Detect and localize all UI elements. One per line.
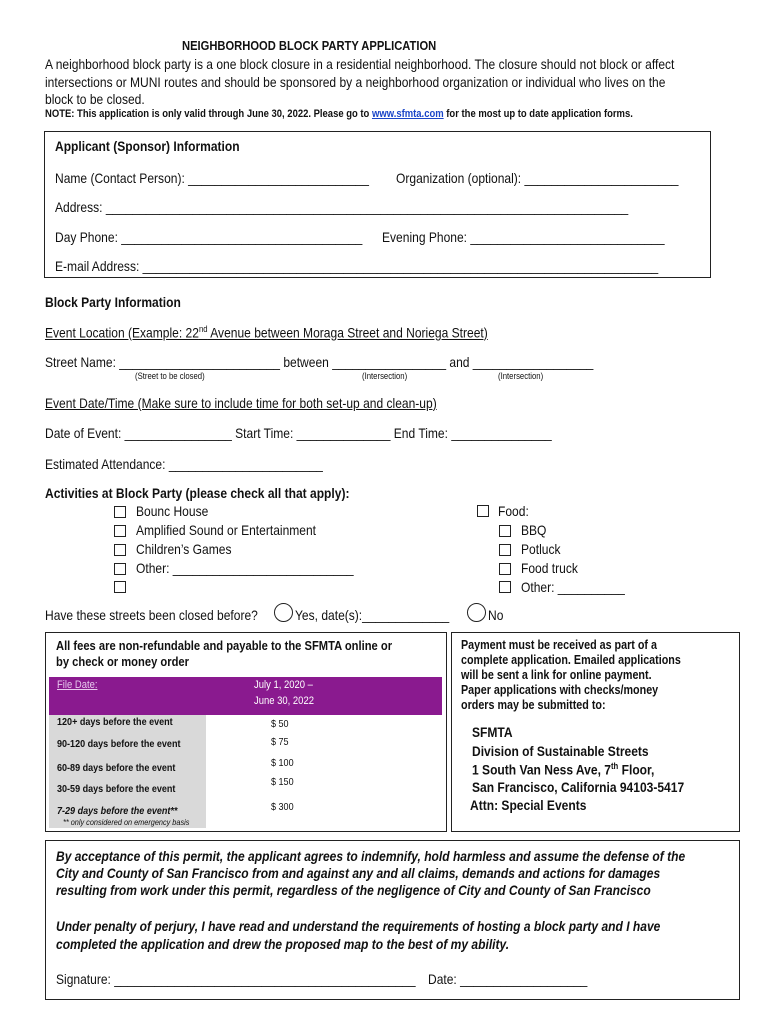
intro-line-1: A neighborhood block party is a one block closure in a residential neighborhood. The closure should not block or affect bbox=[45, 56, 675, 72]
food-item-2: Potluck bbox=[521, 541, 561, 557]
agreement-p1-line-2: City and County of San Francisco from and against any and all claims, demands and actions for damages bbox=[56, 865, 661, 881]
activity-label-4[interactable]: Other: ___________________________ bbox=[136, 560, 354, 576]
fees-heading-2: by check or money order bbox=[56, 654, 189, 669]
checkbox-blank[interactable] bbox=[114, 581, 126, 593]
food-item-4[interactable]: Other: __________ bbox=[521, 579, 625, 595]
note-prefix: NOTE: This application is only valid through June 30, 2022. Please go to bbox=[45, 108, 372, 120]
fee-row-label-5: 7-29 days before the event** bbox=[57, 805, 178, 817]
event-location-sup: nd bbox=[198, 324, 208, 334]
activity-label-1: Bounc House bbox=[136, 503, 209, 519]
food-item-3: Food truck bbox=[521, 560, 578, 576]
event-datetime-label: Event Date/Time (Make sure to include time for both set-up and clean-up) bbox=[45, 395, 437, 411]
page-title: NEIGHBORHOOD BLOCK PARTY APPLICATION bbox=[182, 38, 437, 53]
fee-row-label-4: 30-59 days before the event bbox=[57, 783, 176, 795]
checkbox-food-truck[interactable] bbox=[499, 563, 511, 575]
email-field[interactable]: E-mail Address: _____________________________________________________________________________ bbox=[55, 258, 659, 274]
fees-header-band bbox=[49, 677, 442, 715]
period-line-2: June 30, 2022 bbox=[254, 695, 314, 707]
payment-line-3: will be sent a link for online payment. bbox=[461, 668, 652, 682]
fee-row-value-1: $ 50 bbox=[271, 718, 289, 730]
checkbox-potluck[interactable] bbox=[499, 544, 511, 556]
address-line-2: Division of Sustainable Streets bbox=[472, 743, 649, 759]
intersection-hint-2: (Intersection) bbox=[498, 371, 544, 381]
applicant-heading: Applicant (Sponsor) Information bbox=[55, 138, 240, 154]
intersection-hint-1: (Intersection) bbox=[362, 371, 408, 381]
name-field[interactable]: Name (Contact Person): ___________________________ bbox=[55, 170, 369, 186]
fees-footnote: ** only considered on emergency basis bbox=[63, 817, 190, 827]
payment-line-5: orders may be submitted to: bbox=[461, 698, 606, 712]
signature-field[interactable]: Signature: _____________________________________________ bbox=[56, 971, 416, 987]
agreement-p2-line-1: Under penalty of perjury, I have read and understand the requirements of hosting a block party and I have bbox=[56, 918, 661, 934]
yes-label[interactable]: Yes, date(s):_____________ bbox=[295, 607, 450, 623]
period-line-1: July 1, 2020 – bbox=[254, 679, 313, 691]
file-date-label: File Date: bbox=[57, 679, 98, 691]
payment-line-1: Payment must be received as part of a bbox=[461, 638, 657, 652]
fee-row-label-1: 120+ days before the event bbox=[57, 716, 173, 728]
fee-row-value-4: $ 150 bbox=[271, 776, 294, 788]
food-label: Food: bbox=[498, 503, 529, 519]
signature-date-field[interactable]: Date: ___________________ bbox=[428, 971, 588, 987]
activity-label-3: Children’s Games bbox=[136, 541, 232, 557]
day-phone-field[interactable]: Day Phone: ____________________________________ bbox=[55, 229, 363, 245]
address-line-3-suffix: Floor, bbox=[618, 761, 655, 778]
checkbox-childrens-games[interactable] bbox=[114, 544, 126, 556]
intro-line-2: intersections or MUNI routes and should be sponsored by a neighborhood organization or individual who lives on the bbox=[45, 74, 666, 90]
agreement-p1-line-1: By acceptance of this permit, the applicant agrees to indemnify, hold harmless and assume the defense of the bbox=[56, 848, 686, 864]
no-label: No bbox=[488, 607, 504, 623]
fee-row-value-2: $ 75 bbox=[271, 736, 289, 748]
intro-line-3: block to be closed. bbox=[45, 91, 145, 107]
note bbox=[45, 108, 633, 120]
fees-heading-1: All fees are non-refundable and payable to the SFMTA online or bbox=[56, 638, 393, 653]
fee-row-value-3: $ 100 bbox=[271, 757, 294, 769]
activities-heading: Activities at Block Party (please check all that apply): bbox=[45, 485, 350, 501]
payment-line-4: Paper applications with checks/money bbox=[461, 683, 659, 697]
event-location-prefix: Event Location (Example: 22 bbox=[45, 324, 199, 341]
checkbox-bounce-house[interactable] bbox=[114, 506, 126, 518]
date-time-fields[interactable]: Date of Event: ________________ Start Time: ______________ End Time: _______________ bbox=[45, 425, 552, 441]
sfmta-link[interactable]: www.sfmta.com bbox=[371, 108, 444, 120]
activity-label-2: Amplified Sound or Entertainment bbox=[136, 522, 317, 538]
checkbox-food-other[interactable] bbox=[499, 581, 511, 593]
address-field[interactable]: Address: ______________________________________________________________________________ bbox=[55, 199, 629, 215]
address-line-5: Attn: Special Events bbox=[470, 797, 587, 813]
radio-yes[interactable] bbox=[274, 603, 293, 622]
agreement-p1-line-3: resulting from work under this permit, regardless of the negligence of City and County of San Francisco bbox=[56, 882, 651, 898]
agreement-p2-line-2: completed the application and drew the proposed map to the best of my ability. bbox=[56, 936, 510, 952]
checkbox-amplified-sound[interactable] bbox=[114, 525, 126, 537]
radio-no[interactable] bbox=[467, 603, 486, 622]
event-location-suffix: Avenue between Moraga Street and Noriega Street) bbox=[207, 324, 488, 341]
street-name-field[interactable]: Street Name: ________________________ between _________________ and __________________ bbox=[45, 354, 594, 370]
note-suffix: for the most up to date application forms. bbox=[443, 108, 633, 120]
address-line-4: San Francisco, California 94103-5417 bbox=[472, 779, 685, 795]
event-location-label bbox=[45, 324, 488, 341]
block-party-heading: Block Party Information bbox=[45, 294, 181, 310]
street-hint: (Street to be closed) bbox=[135, 371, 205, 381]
address-line-3-sup: th bbox=[610, 761, 619, 771]
fee-row-value-5: $ 300 bbox=[271, 801, 294, 813]
closed-before-question: Have these streets been closed before? bbox=[45, 607, 258, 623]
fee-row-label-3: 60-89 days before the event bbox=[57, 762, 176, 774]
organization-field[interactable]: Organization (optional): _______________________ bbox=[396, 170, 679, 186]
payment-line-2: complete application. Emailed applications bbox=[461, 653, 681, 667]
checkbox-other[interactable] bbox=[114, 563, 126, 575]
evening-phone-field[interactable]: Evening Phone: _____________________________ bbox=[382, 229, 665, 245]
address-line-1: SFMTA bbox=[472, 724, 513, 740]
attendance-field[interactable]: Estimated Attendance: _______________________ bbox=[45, 456, 323, 472]
checkbox-bbq[interactable] bbox=[499, 525, 511, 537]
food-item-1: BBQ bbox=[521, 522, 547, 538]
fee-row-label-2: 90-120 days before the event bbox=[57, 738, 181, 750]
address-line-3-prefix: 1 South Van Ness Ave, 7 bbox=[472, 761, 611, 778]
checkbox-food[interactable] bbox=[477, 505, 489, 517]
address-line-3 bbox=[472, 761, 654, 778]
